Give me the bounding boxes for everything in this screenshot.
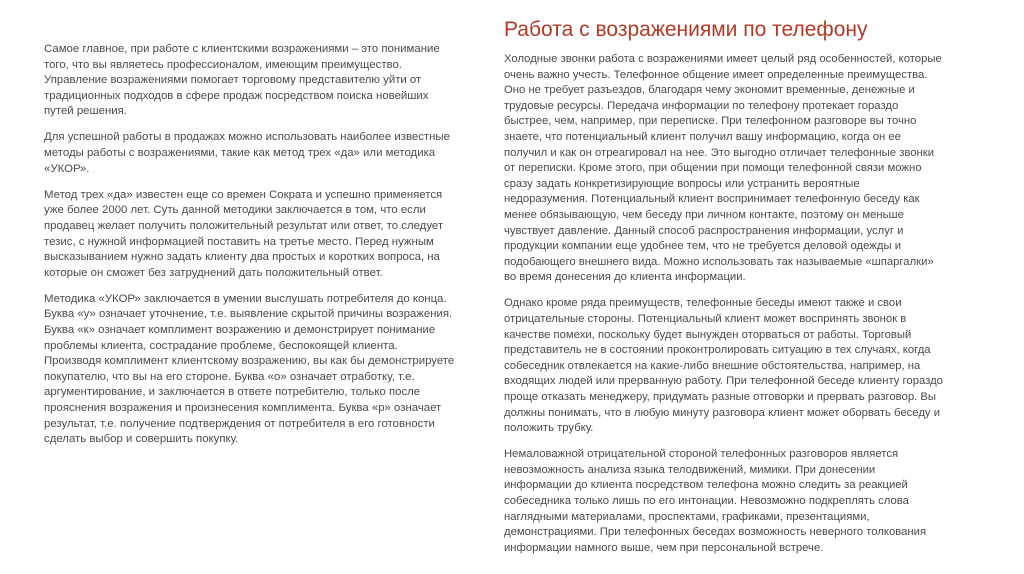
right-paragraph-1: Холодные звонки работа с возражениями имеет целый ряд особенностей, которые очень важно учесть. Телефонное общение имеет определенные преимущества. Оно не требует разъездов, благодаря чему экономит временные, денежные и трудовые ресурсы. Передача информации по телефону протекает гораздо быстрее, чем, например, при переписке. При телефонном разговоре вы точно знаете, что потенциальный клиент получил вашу информацию, когда он ее получил и как он отреагировал на нее. Это выгодно отличает телефонные звонки от переписки. Кроме этого, при общении при помощи телефонной связи можно сразу задать конкретизирующие вопросы или устранить вероятные недоразумения. Потенциальный клиент воспринимает телефонную беседу как менее обязывающую, чем беседу при личном контакте, поэтому он меньше чувствует давление. Данный способ распространения информации, услуг и продукции компании еще удобнее тем, что не требуется деловой одежды и подобающего внешнего вида. Можно использовать так называемые «шпаргалки» во время донесения до клиента информации. [504,53,942,284]
right-paragraph-3: Немаловажной отрицательной стороной телефонных разговоров является невозможность анализа языка телодвижений, мимики. При донесении информации до клиента посредством телефона можно следить за реакцией собеседника только лишь по его интонации. Невозможно подкреплять слова наглядными материалами, проспектами, графиками, презентациями, демонстрациями. При телефонных беседах возможность неверного толкования информации намного выше, чем при персональной встрече. [504,448,927,554]
right-column [504,16,944,567]
left-paragraph-2: Для успешной работы в продажах можно использовать наиболее известные методы работы с возражениями, такие как метод трех «да» или методика «УКОР». [44,131,450,175]
left-column [44,42,456,458]
section-title: Работа с возражениями по телефону [504,18,868,41]
right-paragraph-2: Однако кроме ряда преимуществ, телефонные беседы имеют также и свои отрицательные стороны. Потенциальный клиент может воспринять звонок в качестве помехи, поскольку будет вынужден оторваться от работы. Торговый представитель не в состоянии проконтролировать ситуацию в тех случаях, когда собеседник отвлекается на какие-либо внешние обстоятельства, например, на входящих людей или прерванную работу. При телефонной беседе клиенту гораздо проще отказать менеджеру, придумать разные отговорки и прервать разговор. Вы должны понимать, что в любую минуту разговора клиент может оборвать беседу и положить трубку. [504,297,943,435]
left-paragraph-4: Методика «УКОР» заключается в умении выслушать потребителя до конца. Буква «у» означает уточнение, т.е. выявление скрытой причины возражения. Буква «к» означает комплимент возражению и демонстрирует понимание проблемы клиента, сострадание проблеме, беспокоящей клиента. Производя комплимент клиентскому возражению, вы как бы демонстрируете покупателю, что вы на его стороне. Буква «о» означает отработку, т.е. аргументирование, и заключается в ответе потребителю, только после прояснения возражения и произнесения комплимента. Буква «р» означает результат, т.е. получение подтверждения от потребителя в его готовности сделать выбор и совершить покупку. [44,292,455,446]
left-paragraph-3: Метод трех «да» известен еще со времен Сократа и успешно применяется уже более 2000 лет. Суть данной методики заключается в том, что если продавец желает получить положительный результат или ответ, то следует тезис, с нужной информацией поставить на третье место. Перед нужным высказыванием нужно задать клиенту два простых и коротких вопроса, на которые он сможет без затруднений дать положительный ответ. [44,188,444,279]
left-paragraph-1: Самое главное, при работе с клиентскими возражениями – это понимание того, что вы являетесь профессионалом, имеющим преимущество. Управление возражениями помогает торговому представителю уйти от традиционных подходов в сфере продаж посредством поиска новейших путей решения. [44,43,440,118]
